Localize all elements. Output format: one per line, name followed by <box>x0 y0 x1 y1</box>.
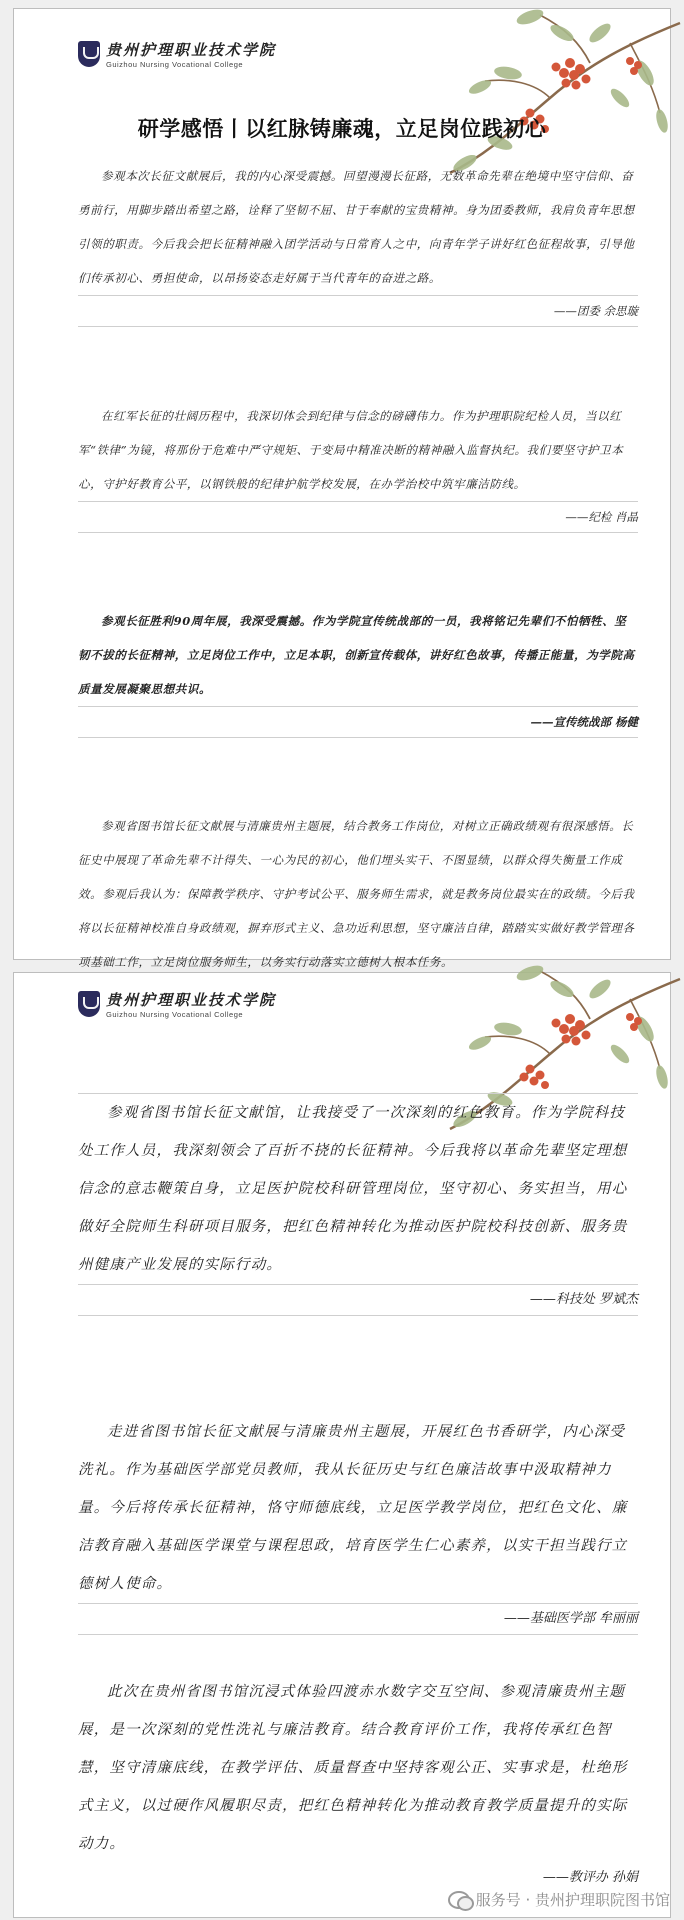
entry-signature: ——教评办 孙娟 <box>542 1870 638 1885</box>
entry-signature: ——宣传统战部 杨健 <box>530 715 638 729</box>
entry-signature: ——科技处 罗斌杰 <box>529 1292 638 1307</box>
college-emblem-icon <box>78 41 100 67</box>
divider <box>78 1315 638 1316</box>
wechat-watermark <box>448 1889 670 1910</box>
divider <box>78 532 638 533</box>
reflection-entry-7 <box>78 1673 638 1893</box>
entry-text: 参观省图书馆长征文献馆，让我接受了一次深刻的红色教育。作为学院科技处工作人员，我深刻领会了百折不挠的长征精神。今后我将以革命先辈坚定理想信念的意志鞭策自身，立足医护院校科研管理岗位，坚守初心、务实担当，用心做好全院师生科研项目服务，把红色精神转化为推动医护院校科技创新、服务贵州健康产业发展的实际行动。 <box>78 1105 628 1273</box>
poster-page-2 <box>13 972 671 1918</box>
reflection-entry-6 <box>78 1413 638 1635</box>
reflection-entry-3 <box>78 604 638 738</box>
college-logo <box>78 37 276 71</box>
entry-text: 参观本次长征文献展后，我的内心深受震撼。回望漫漫长征路，无数革命先辈在绝境中坚守信仰、奋勇前行，用脚步踏出希望之路，诠释了坚韧不屈、甘于奉献的宝贵精神。身为团委教师，我肩负青年思想引领的职责。今后我会把长征精神融入团学活动与日常育人之中，向青年学子讲好红色征程故事，引导他们传承初心、勇担使命，以昂扬姿态走好属于当代青年的奋进之路。 <box>78 169 635 285</box>
entry-signature: ——纪检 肖晶 <box>565 510 638 524</box>
college-name-cn: 贵州护理职业技术学院 <box>106 41 277 59</box>
entry-text: 此次在贵州省图书馆沉浸式体验四渡赤水数字交互空间、参观清廉贵州主题展，是一次深刻的党性洗礼与廉洁教育。结合教育评价工作，我将传承红色智慧，坚守清廉底线，在教学评估、质量督查中坚持客观公正、实事求是，杜绝形式主义，以过硬作风履职尽责，把红色精神转化为推动教育教学质量提升的实际动力。 <box>78 1684 628 1852</box>
divider <box>78 1634 638 1635</box>
reflection-entry-1 <box>78 159 638 327</box>
college-name-cn: 贵州护理职业技术学院 <box>106 991 277 1009</box>
entry-text: 参观长征胜利90周年展，我深受震撼。作为学院宣传统战部的一员，我将铭记先辈们不怕牺牲、坚韧不拔的长征精神，立足岗位工作中，立足本职，创新宣传载体，讲好红色故事，传播正能量，为学院高质量发展凝聚思想共识。 <box>78 614 635 696</box>
entry-signature: ——团委 余思璇 <box>553 304 638 318</box>
page-title: 研学感悟丨以红脉铸廉魂，立足岗位践初心 <box>137 117 547 141</box>
entry-text: 参观省图书馆长征文献展与清廉贵州主题展，结合教务工作岗位，对树立正确政绩观有很深感悟。长征史中展现了革命先辈不计得失、一心为民的初心，他们埋头实干、不图显绩，以群众得失衡量工作成效。参观后我认为：保障教学秩序、守护考试公平、服务师生需求，就是教务岗位最实在的政绩。今后我将以长征精神校准自身政绩观，摒弃形式主义、急功近利思想，坚守廉洁自律，踏踏实实做好教学管理各项基础工作，立足岗位服务师生，以务实行动落实立德树人根本任务。 <box>78 819 635 969</box>
entry-text: 走进省图书馆长征文献展与清廉贵州主题展，开展红色书香研学，内心深受洗礼。作为基础医学部党员教师，我从长征历史与红色廉洁故事中汲取精神力量。今后将传承长征精神，恪守师德底线，立足医学教学岗位，把红色文化、廉洁教育融入基础医学课堂与课程思政，培育医学生仁心素养，以实干担当践行立德树人使命。 <box>78 1424 628 1592</box>
wechat-icon <box>448 1891 470 1909</box>
divider <box>78 326 638 327</box>
entry-text: 在红军长征的壮阔历程中，我深切体会到纪律与信念的磅礴伟力。作为护理职院纪检人员，当以红军“铁律”为镜，将那份于危难中严守规矩、于变局中精准决断的精神融入监督执纪。我们要坚守护卫本心，守护好教育公平，以钢铁般的纪律护航学校发展，在办学治校中筑牢廉洁防线。 <box>78 409 624 491</box>
poster-page-1 <box>13 8 671 969</box>
entry-signature: ——基础医学部 牟丽丽 <box>503 1611 638 1626</box>
reflection-entry-5 <box>78 1093 638 1316</box>
college-emblem-icon <box>78 991 100 1017</box>
college-name-en: Guizhou Nursing Vocational College <box>106 60 244 69</box>
college-logo <box>78 987 276 1021</box>
college-name-en: Guizhou Nursing Vocational College <box>106 1010 244 1019</box>
reflection-entry-2 <box>78 399 638 533</box>
watermark-text: 服务号 · 贵州护理职院图书馆 <box>475 1891 670 1909</box>
divider <box>78 737 638 738</box>
